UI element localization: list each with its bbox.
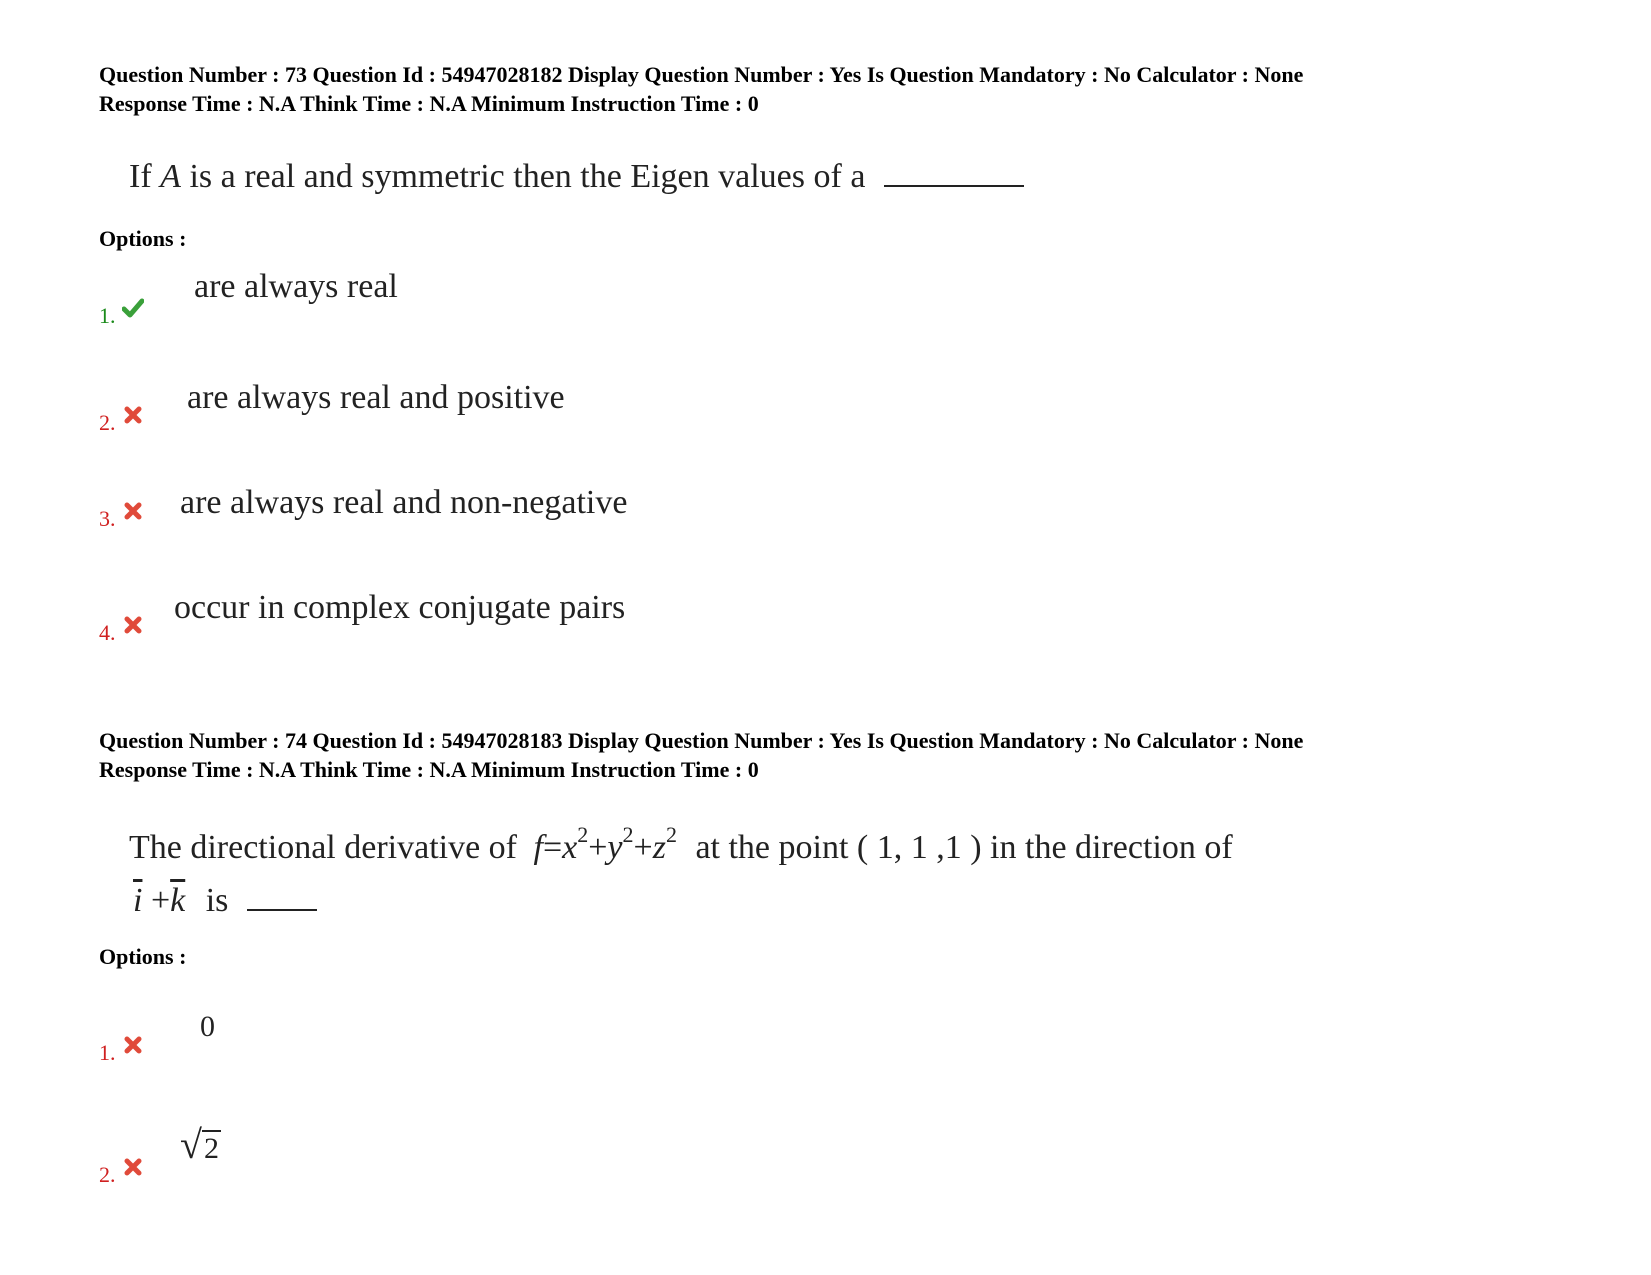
math-formula: $f=x^2+y^2+z^2$ (533, 822, 677, 866)
question-text-part: is a real and symmetric then the Eigen values of a (189, 158, 866, 195)
vector-i: $\overline{i}$ (133, 882, 143, 919)
option-number: 1. (99, 303, 144, 329)
vector-k: $\overline{k}$ (170, 882, 186, 919)
option-number: 4. (99, 620, 144, 646)
answer-blank (247, 908, 317, 911)
option-number: 3. (99, 506, 144, 532)
question-text-part: If (129, 158, 152, 195)
option-number: 2. (99, 410, 144, 436)
question-meta-line1: Question Number : 73 Question Id : 54947028182 Display Question Number : Yes Is Question Mandatory : No Calculator : None (99, 62, 1304, 87)
options-label: Options : (99, 226, 187, 251)
math-variable: A (160, 158, 181, 195)
question-meta-line2: Response Time : N.A Think Time : N.A Minimum Instruction Time : 0 (99, 757, 759, 782)
cross-icon (122, 404, 144, 426)
option-text[interactable]: are always real and non-negative (180, 484, 628, 521)
option-text[interactable]: 0 (200, 1010, 215, 1043)
options-label: Options : (99, 944, 187, 969)
question-73-meta (99, 60, 1303, 118)
check-icon (122, 297, 144, 319)
option-text[interactable]: are always real and positive (187, 379, 565, 416)
option-text[interactable]: occur in complex conjugate pairs (174, 589, 626, 626)
question-text-part: at the point ( 1, 1 ,1 ) in the direction of (695, 829, 1233, 866)
question-meta-line1: Question Number : 74 Question Id : 54947028183 Display Question Number : Yes Is Question Mandatory : No Calculator : None (99, 728, 1304, 753)
cross-icon (122, 614, 144, 636)
question-74-meta (99, 726, 1303, 784)
option-text[interactable] (180, 1122, 221, 1167)
answer-blank (884, 184, 1024, 187)
option-text[interactable]: are always real (194, 268, 398, 305)
question-text-part: The directional derivative of (129, 829, 517, 866)
question-73-text (129, 158, 1024, 196)
option-number: 2. (99, 1162, 144, 1188)
cross-icon (122, 1034, 144, 1056)
sqrt-expression: √ 2 (180, 1122, 219, 1167)
question-meta-line2: Response Time : N.A Think Time : N.A Minimum Instruction Time : 0 (99, 91, 759, 116)
question-74-text-line1 (129, 822, 1233, 867)
question-74-text-line2: $\overline{i} +\overline{k}$ is (133, 882, 317, 920)
cross-icon (122, 1156, 144, 1178)
cross-icon (122, 500, 144, 522)
question-text-part: is (205, 882, 229, 919)
option-number: 1. (99, 1040, 144, 1066)
